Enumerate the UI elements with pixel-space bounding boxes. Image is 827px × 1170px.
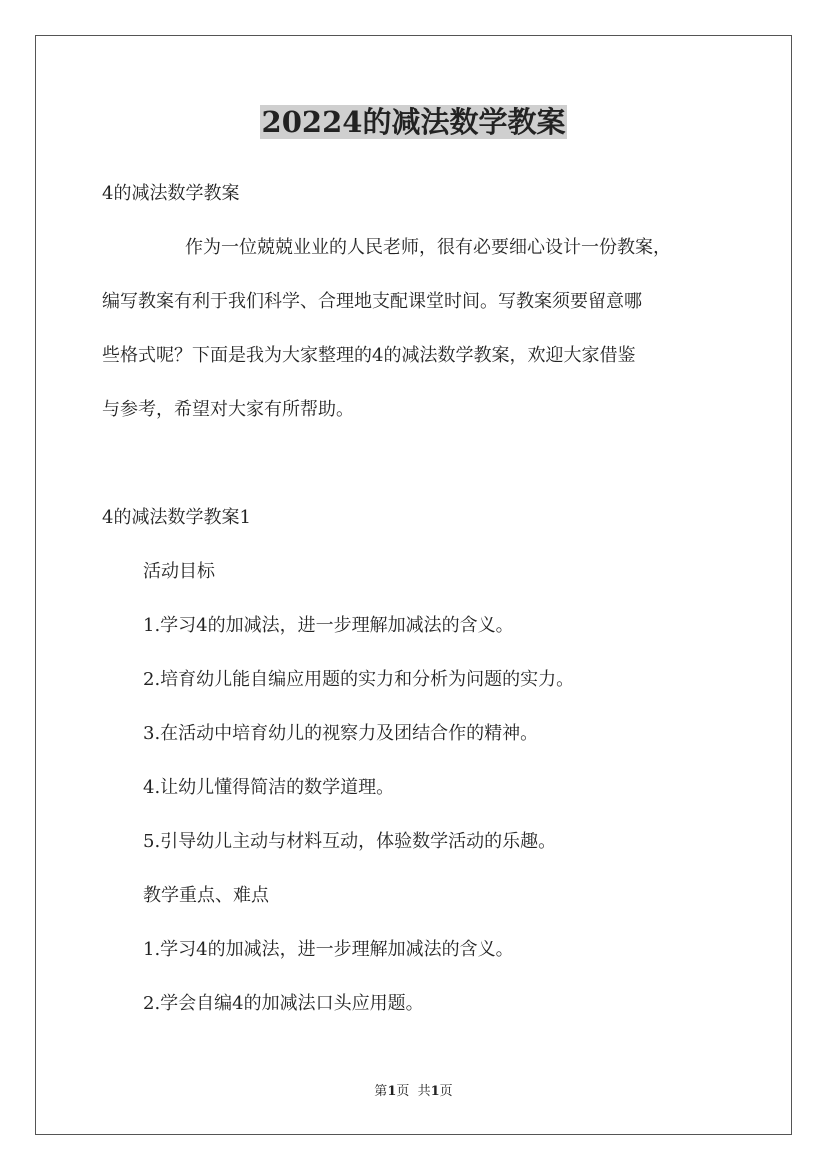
section-heading: 4的减法数学教案1 [102, 507, 251, 528]
goal-item-1: 1.学习4的加减法，进一步理解加减法的含义。 [143, 615, 514, 636]
intro-line-3: 些格式呢？下面是我为大家整理的4的减法数学教案，欢迎大家借鉴 [102, 345, 636, 366]
footer-page-prefix: 第 [374, 1084, 388, 1099]
intro-line-1: 作为一位兢兢业业的人民老师，很有必要细心设计一份教案， [185, 237, 671, 258]
goal-item-3: 3.在活动中培育幼儿的视察力及团结合作的精神。 [143, 723, 539, 744]
intro-line-4: 与参考，希望对大家有所帮助。 [102, 399, 354, 420]
footer-page-suffix: 页 [439, 1084, 453, 1099]
footer-page-mid: 页 共 [396, 1084, 431, 1099]
goal-item-2: 2.培育幼儿能自编应用题的实力和分析为问题的实力。 [143, 669, 575, 690]
key-point-item-2: 2.学会自编4的加减法口头应用题。 [143, 993, 424, 1014]
page-footer [0, 1083, 827, 1101]
footer-page-total: 1 [430, 1084, 440, 1099]
goals-heading: 活动目标 [143, 561, 215, 582]
document-title [0, 100, 827, 144]
document-title-text: 20224的减法数学教案 [261, 105, 566, 139]
goal-item-5: 5.引导幼儿主动与材料互动，体验数学活动的乐趣。 [143, 831, 557, 852]
key-point-item-1: 1.学习4的加减法，进一步理解加减法的含义。 [143, 939, 514, 960]
goal-item-4: 4.让幼儿懂得简洁的数学道理。 [143, 777, 395, 798]
subtitle: 4的减法数学教案 [102, 183, 240, 204]
key-points-heading: 教学重点、难点 [143, 885, 269, 906]
footer-page-current: 1 [387, 1084, 397, 1099]
intro-line-2: 编写教案有利于我们科学、合理地支配课堂时间。写教案须要留意哪 [102, 291, 642, 312]
